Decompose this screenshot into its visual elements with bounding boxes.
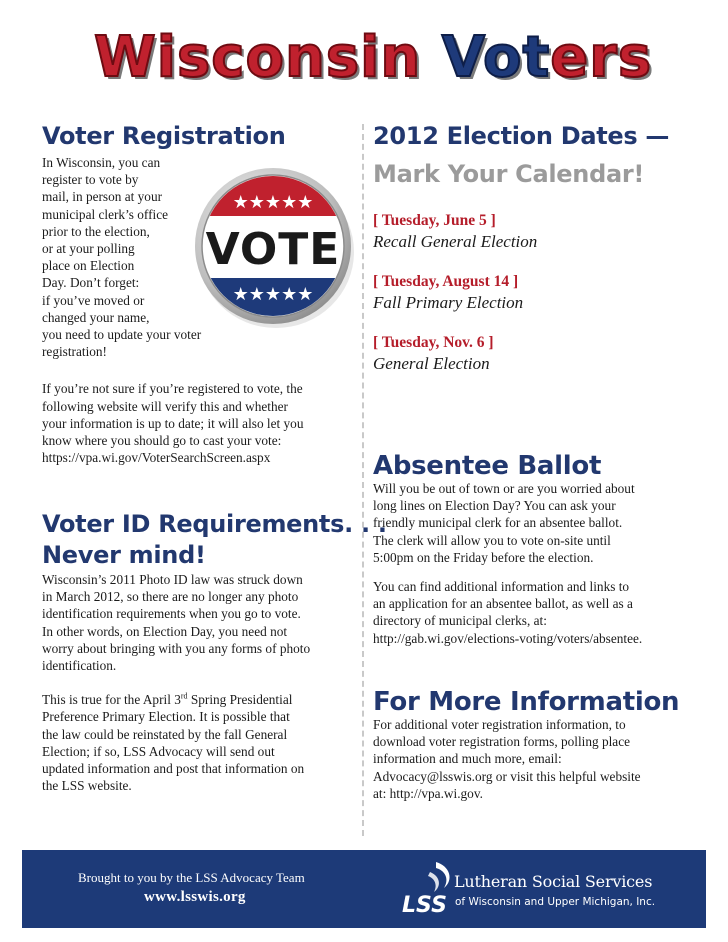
text-line: place on Election [42, 258, 135, 274]
text-line: worry about bringing with you any forms of photo [42, 640, 311, 656]
text-line: In other words, on Election Day, you need not [42, 623, 288, 639]
absentee-link[interactable]: http://gab.wi.gov/elections-voting/voters/absentee. [373, 630, 643, 646]
voter-id-heading-line-2: Never mind! [42, 541, 206, 569]
event-date: [ Tuesday, August 14 ] [373, 273, 519, 290]
text-line: directory of municipal clerks, at: [373, 613, 547, 629]
text-line: If you’re not sure if you’re registered to vote, the [42, 381, 303, 397]
footer-banner [22, 850, 706, 928]
masthead-title [94, 26, 652, 90]
more-information-heading: For More Information [373, 687, 680, 717]
text-line: prior to the election, [42, 223, 150, 239]
contact-line[interactable]: Advocacy@lsswis.org or visit this helpful website [373, 768, 641, 784]
voter-id-section [42, 509, 387, 794]
footer-website-link[interactable]: www.lsswis.org [144, 889, 246, 905]
event-name: Fall Primary Election [373, 293, 524, 312]
text-line: updated information and post that information on [42, 761, 305, 777]
masthead-word-voters-part2: ers [550, 25, 653, 90]
text-line: long lines on Election Day? You can ask your [373, 498, 616, 514]
text-line: Preference Primary Election. It is possible that [42, 709, 290, 725]
text-line: your information is up to date; it will also let you [42, 415, 304, 431]
text-line: information and much more, email: [373, 751, 562, 767]
voter-registration-heading: Voter Registration [42, 122, 286, 150]
text-line: the LSS website. [42, 778, 132, 794]
text-line: mail, in person at your [42, 189, 163, 205]
more-information-section [373, 688, 703, 802]
voter-search-link[interactable]: https://vpa.wi.gov/VoterSearchScreen.aspx [42, 450, 271, 466]
column-divider [362, 124, 364, 836]
website-line[interactable]: at: http://vpa.wi.gov. [373, 785, 483, 801]
text-line: Will you be out of town or are you worried about [373, 481, 635, 496]
election-dates-heading: 2012 Election Dates — [373, 122, 670, 150]
election-event [373, 211, 693, 252]
text-line [42, 691, 362, 708]
text-line: For additional voter registration information, to [373, 717, 626, 732]
footer-org-name: Lutheran Social Services [454, 872, 653, 891]
text-line: in March 2012, so there are no longer any photo [42, 589, 299, 605]
absentee-ballot-heading: Absentee Ballot [373, 451, 602, 481]
text-line: The clerk will allow you to vote on-site until [373, 532, 611, 548]
masthead [0, 12, 728, 104]
event-name: Recall General Election [373, 232, 538, 251]
voter-registration-paragraph-2 [42, 380, 360, 466]
badge-label: VOTE [205, 224, 341, 275]
event-name: General Election [373, 354, 490, 373]
text-line: identification requirements when you go to vote. [42, 606, 301, 622]
text-line: the law could be reinstated by the fall General [42, 726, 288, 742]
voter-id-paragraph-2 [42, 691, 362, 794]
text-line: Election; if so, LSS Advocacy will send out [42, 743, 275, 759]
election-event [373, 333, 693, 374]
absentee-ballot-section [373, 452, 703, 647]
text-line: registration! [42, 344, 107, 360]
text-fragment: This is true for the April 3 [42, 692, 181, 708]
text-line: or at your polling [42, 241, 135, 257]
absentee-paragraph-1 [373, 480, 703, 566]
masthead-word-wisconsin: Wisconsin [94, 25, 422, 90]
text-line: if you’ve moved or [42, 292, 145, 308]
text-line: changed your name, [42, 309, 150, 325]
lss-logo-icon [400, 858, 460, 920]
text-line: an application for an absentee ballot, as well as a [373, 596, 633, 612]
election-dates-section [373, 121, 693, 374]
ordinal-suffix: rd [180, 691, 188, 701]
election-event [373, 272, 693, 313]
masthead-word-voters-part1: Vot [441, 25, 551, 90]
vote-badge-icon [190, 166, 356, 330]
text-line: 5:00pm on the Friday before the election. [373, 549, 594, 565]
more-information-text [373, 716, 703, 802]
text-line: Wisconsin’s 2011 Photo ID law was struck down [42, 572, 303, 587]
footer-org-region: of Wisconsin and Upper Michigan, Inc. [455, 896, 656, 908]
text-fragment: Spring Presidential [187, 692, 293, 708]
text-line: Day. Don’t forget: [42, 275, 140, 291]
event-date: [ Tuesday, June 5 ] [373, 212, 496, 229]
svg-text:LSS: LSS [402, 893, 447, 918]
svg-text:★★★★★: ★★★★★ [232, 284, 314, 305]
text-line: municipal clerk’s office [42, 206, 169, 222]
text-line: know where you should go to cast your vote: [42, 433, 282, 449]
text-line: In Wisconsin, you can [42, 155, 161, 170]
text-line: friendly municipal clerk for an absentee ballot. [373, 515, 623, 531]
footer-tagline: Brought to you by the LSS Advocacy Team [78, 870, 305, 885]
absentee-paragraph-2 [373, 578, 703, 647]
text-line: you need to update your voter [42, 327, 202, 343]
event-date: [ Tuesday, Nov. 6 ] [373, 334, 494, 351]
text-line: download voter registration forms, polling place [373, 734, 631, 750]
election-dates-subheading: Mark Your Calendar! [373, 160, 645, 188]
voter-id-paragraph-1 [42, 571, 362, 674]
text-line: following website will verify this and whether [42, 398, 288, 414]
text-line: identification. [42, 658, 117, 674]
svg-text:★★★★★: ★★★★★ [232, 192, 314, 213]
text-line: You can find additional information and links to [373, 579, 630, 595]
voter-id-heading-line-1: Voter ID Requirements. . . [42, 510, 387, 538]
text-line: register to vote by [42, 172, 139, 188]
